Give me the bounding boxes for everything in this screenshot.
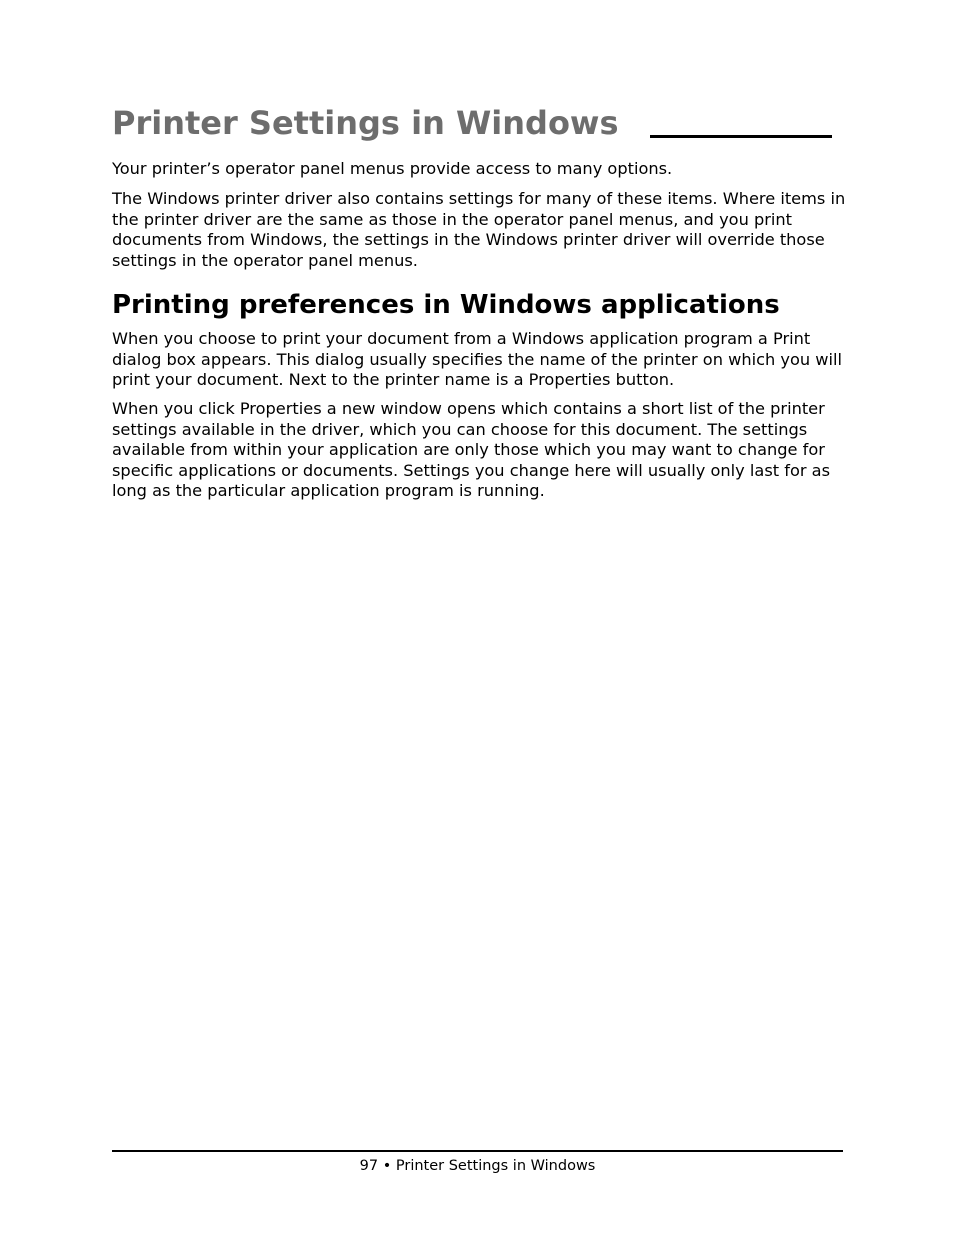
section-paragraph-2: When you click Properties a new window opens which contains a short list of the printer settings available in the driver, which you can choose for this document. The settings available from within your application are only those which you may want to change for specific applications or documents. Settings you change here will usually only last for as long as the particular application program is running. (112, 399, 831, 501)
section-paragraph-1: When you choose to print your document from a Windows application program a Print dialog box appears. This dialog usually specifies the name of the printer on which you will print your document. Next to the printer name is a Properties button. (112, 329, 843, 390)
footer-rule (112, 1150, 843, 1152)
page-footer (112, 1156, 843, 1176)
title-row (112, 101, 843, 145)
title-underline-rule (650, 135, 832, 138)
footer-section-name: Printer Settings in Windows (395, 1158, 596, 1174)
intro-paragraph-2: The Windows printer driver also contains settings for many of these items. Where items in the printer driver are the same as those in the operator panel menus, and you print documents from Windows, the settings in the Windows printer driver will override those settings in the operator panel menus. (112, 189, 846, 270)
footer-page-number: 97 (359, 1158, 379, 1174)
intro-paragraph-1: Your printer’s operator panel menus provide access to many options. (112, 159, 673, 178)
footer-separator: • (382, 1158, 392, 1174)
section-heading: Printing preferences in Windows applications (112, 290, 780, 320)
page-title: Printer Settings in Windows (112, 104, 619, 142)
